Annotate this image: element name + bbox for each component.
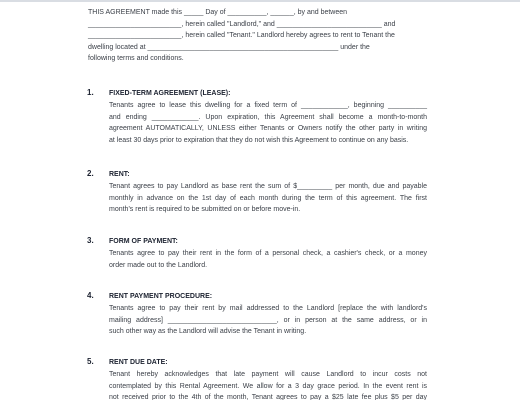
section-3-title: FORM OF PAYMENT: xyxy=(109,238,178,245)
section-2-body xyxy=(109,181,427,216)
section-4-title: RENT PAYMENT PROCEDURE: xyxy=(109,293,213,300)
section-line: and ending ____________. Upon expiration, this Agreement shall become a month-to-month xyxy=(109,113,427,121)
section-line: such other way as the Landlord will advise the Tenant in writing. xyxy=(109,328,307,335)
section-line: at least 30 days prior to expiration that they do not wish this Agreement to continue on any basis. xyxy=(109,136,409,144)
section-5-number: 5. xyxy=(87,357,94,366)
section-3-body xyxy=(109,248,427,271)
section-line: monthly in advance on the 1st day of each month during the term of this agreement. The first xyxy=(109,194,427,202)
section-1-title: FIXED-TERM AGREEMENT (LEASE): xyxy=(109,90,231,97)
intro-line: ________________________, herein called "Landlord," and ___________________________ and xyxy=(88,20,396,28)
section-line: Tenants agree to pay their rent in the form of a personal check, a cashier's check, or a money xyxy=(109,250,427,257)
page-top-edge xyxy=(0,0,520,2)
section-2-title: RENT: xyxy=(109,171,130,178)
intro-paragraph xyxy=(88,7,395,65)
section-line: order made out to the Landlord. xyxy=(109,261,208,269)
intro-line: THIS AGREEMENT made this _____ Day of __________, ______, by and between xyxy=(88,9,348,16)
section-line: Tenant hereby acknowledges that late payment will cause Landlord to incur costs not xyxy=(109,371,427,378)
section-2-number: 2. xyxy=(87,169,94,178)
section-5-title: RENT DUE DATE: xyxy=(109,359,168,366)
section-line: not received prior to the 4th of the month, Tenant agrees to pay a $25 late fee plus $5 per day xyxy=(109,394,427,400)
intro-line: following terms and conditions. xyxy=(88,55,184,62)
section-line: Tenant agrees to pay Landlord as base rent the sum of $_________ per month, due and payable xyxy=(109,183,427,190)
section-5-body xyxy=(109,369,427,400)
section-line: mailing address] ____________________________, or in person at the same address, or in xyxy=(109,316,427,324)
section-line: month's rent is required to be submitted on or before move-in. xyxy=(109,206,301,213)
section-line: agreement AUTOMATICALLY, UNLESS either Tenants or Owners notify the other party in writing xyxy=(109,125,427,132)
section-line: contemplated by this Rental Agreement. We allow for a 3 day grace period. In the event rent is xyxy=(109,382,427,390)
section-3-number: 3. xyxy=(87,236,94,245)
section-1-number: 1. xyxy=(87,88,94,97)
section-4-number: 4. xyxy=(87,291,94,300)
intro-line: ________________________, herein called "Tenant." Landlord hereby agrees to rent to Tenant the xyxy=(88,32,395,39)
intro-line: dwelling located at _________________________________________________ under the xyxy=(88,43,370,51)
section-4-body xyxy=(109,303,427,338)
section-line: Tenants agree to pay their rent by mail addressed to the Landlord [replace the with landlord's xyxy=(109,305,427,312)
section-1-body xyxy=(109,100,427,146)
section-line: Tenants agree to lease this dwelling for a fixed term of ____________, beginning __________ xyxy=(109,102,427,109)
